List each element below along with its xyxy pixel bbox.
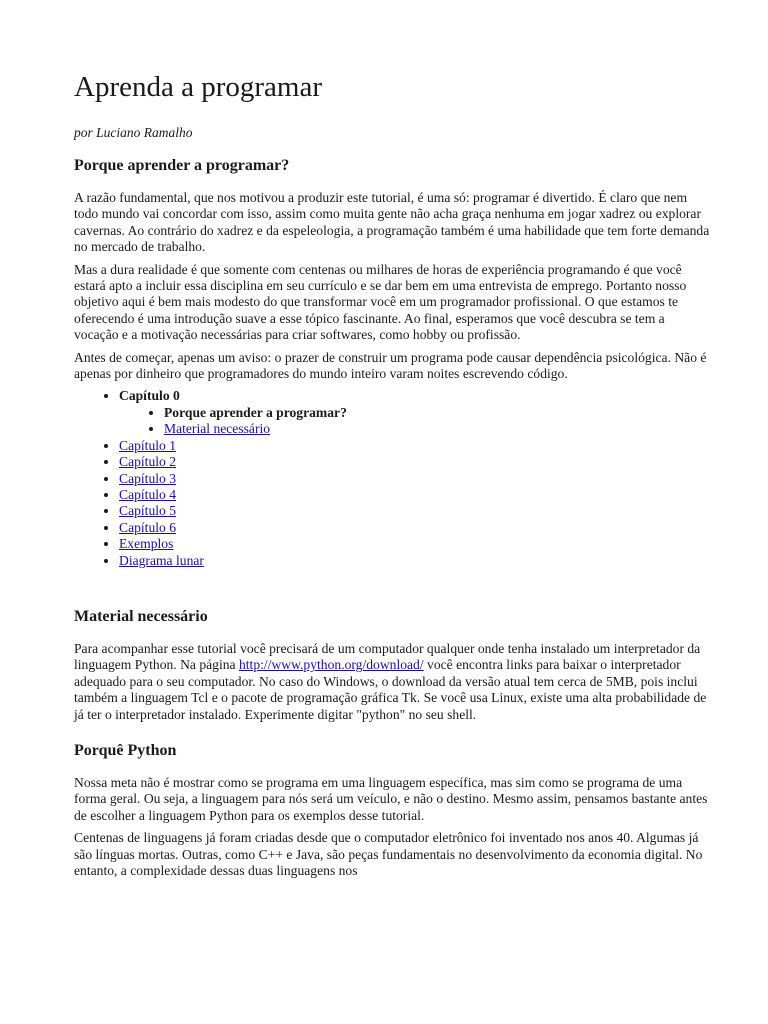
paragraph: Nossa meta não é mostrar como se programa em uma linguagem específica, mas sim como se programa de uma forma geral. Ou seja, a linguagem para nós será um veículo, e não o destino. Mesmo assim, pensamos bastante antes de escolher a linguagem Python para os exemplos desse tutorial. xyxy=(74,774,708,823)
paragraph: Mas a dura realidade é que somente com centenas ou milhares de horas de experiência programando é que você estará apto a incluir essa disciplina em seu currículo e se dar bem em uma entrevista de emprego. Portanto nosso objetivo aqui é bem mais modesto do que transformar você em um programador profissional. O que estamos te oferecendo é uma introdução suave a esse tópico fascinante. Ao final, esperamos que você descubra se tem a vocação e a motivação necessárias para criar softwares, como hobby ou profissão. xyxy=(74,261,687,343)
page-title: Aprenda a programar xyxy=(74,71,322,103)
toc-subitem-current: • Porque aprender a programar? xyxy=(164,405,710,421)
toc-item xyxy=(119,454,710,470)
toc-link-chapter-6[interactable]: Capítulo 6 xyxy=(119,519,177,535)
toc-link-examples[interactable]: Exemplos xyxy=(119,536,174,552)
document-page xyxy=(74,60,710,885)
toc-item xyxy=(119,520,710,536)
toc-item xyxy=(119,438,710,454)
toc-link-chapter-2[interactable]: Capítulo 2 xyxy=(119,454,177,470)
author-byline: por Luciano Ramalho xyxy=(74,125,193,140)
section-heading-material: Material necessário xyxy=(74,607,208,625)
paragraph: Antes de começar, apenas um aviso: o prazer de construir um programa pode causar dependência psicológica. Não é apenas por dinheiro que programadores do mundo inteiro varam noites escrevendo código. xyxy=(74,349,707,382)
toc-chapter-0-label: Capítulo 0 xyxy=(119,388,180,404)
python-download-link[interactable]: http://www.python.org/download/ xyxy=(238,657,424,673)
table-of-contents xyxy=(74,388,710,568)
toc-subitem-material xyxy=(164,421,710,437)
toc-item xyxy=(119,536,710,552)
toc-item xyxy=(119,471,710,487)
paragraph: Centenas de linguagens já foram criadas desde que o computador eletrônico foi inventado nos anos 40. Algumas já são línguas mortas. Outras, como C++ e Java, são peças fundamentais no desenvolvimento da economia digital. No entanto, a complexidade dessas duas linguagens nos xyxy=(74,830,703,878)
section-heading-why-program: Porque aprender a programar? xyxy=(74,157,290,174)
toc-link-chapter-4[interactable]: Capítulo 4 xyxy=(119,486,177,502)
toc-sublist xyxy=(119,405,710,438)
paragraph: A razão fundamental, que nos motivou a produzir este tutorial, é uma só: programar é divertido. É claro que nem todo mundo vai concordar com isso, assim como muita gente não acha graça nenhuma em jogar xadrez ou explorar cavernas. Ao contrário do xadrez e da espeleologia, a programação também é uma habilidade que tem forte demanda no mercado de trabalho. xyxy=(74,190,710,255)
toc-item-chapter-0 xyxy=(119,388,710,437)
toc-link-chapter-5[interactable]: Capítulo 5 xyxy=(119,503,177,519)
toc-item xyxy=(119,487,710,503)
paragraph: Para acompanhar esse tutorial você precisará de um computador qualquer onde tenha instalado um interpretador da linguagem Python. Na página http://www.python.org/download/ você encontra links para baixar o interpretador adequado para o seu computador. No caso do Windows, o download da versão atual tem cerca de 5MB, pois inclui também a linguagem Tcl e o pacote de programação gráfica Tk. Se você usa Linux, existe uma alta probabilidade de já ter o interpretador instalado. Experimente digitar "python" no seu shell. xyxy=(74,640,707,722)
toc-item xyxy=(119,503,710,519)
toc-link-material[interactable]: Material necessário xyxy=(164,421,271,437)
section-heading-why-python: Porquê Python xyxy=(74,741,177,759)
toc-link-lunar-diagram[interactable]: Diagrama lunar xyxy=(119,552,204,568)
toc-link-chapter-3[interactable]: Capítulo 3 xyxy=(119,470,177,486)
toc-link-chapter-1[interactable]: Capítulo 1 xyxy=(119,437,177,453)
toc-item xyxy=(119,553,710,569)
